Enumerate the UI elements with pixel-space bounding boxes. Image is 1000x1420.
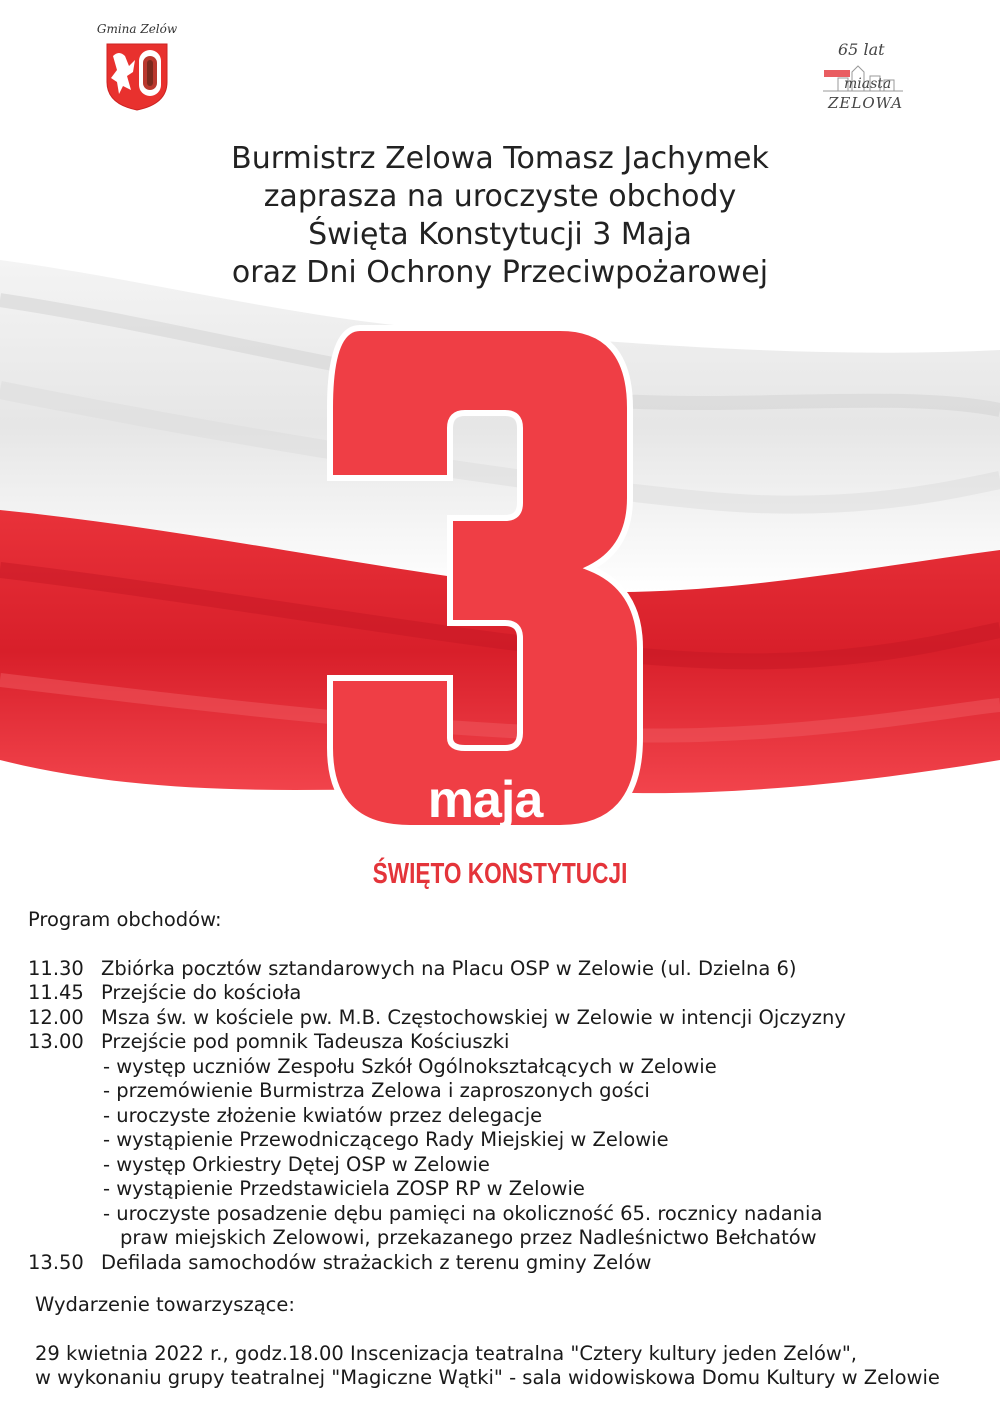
program-item — [28, 957, 978, 982]
program-item — [28, 1006, 978, 1031]
program-subitem: - przemówienie Burmistrza Zelowa i zaproszonych gości — [103, 1079, 650, 1102]
program-text: Przejście pod pomnik Tadeusza Kościuszki — [101, 1030, 510, 1053]
program-item — [28, 981, 978, 1006]
headline-line: Burmistrz Zelowa Tomasz Jachymek — [231, 141, 769, 176]
number-three-emblem — [300, 318, 660, 838]
program-section — [28, 908, 978, 1275]
program-text: Msza św. w kościele pw. M.B. Częstochowskiej w Zelowie w intencji Ojczyzny — [101, 1005, 846, 1029]
program-subitem: - występ Orkiestry Dętej OSP w Zelowie — [103, 1152, 490, 1176]
program-text: Defilada samochodów strażackich z terenu gminy Zelów — [101, 1250, 652, 1274]
anniversary-zelowa: ZELOWA — [828, 94, 904, 112]
program-item — [28, 1251, 978, 1276]
accompanying-event-line: w wykonaniu grupy teatralnej "Magiczne Wątki" - sala widowiskowa Domu Kultury w Zelowie — [35, 1366, 940, 1389]
accompanying-event-title: Wydarzenie towarzyszące: — [35, 1293, 295, 1316]
coat-of-arms-icon — [105, 42, 169, 112]
program-subitem: - wystąpienie Przewodniczącego Rady Miejskiej w Zelowie — [103, 1128, 669, 1151]
swieto-konstytucji-caption: ŚWIĘTO KONSTYTUCJI — [372, 858, 628, 890]
program-subitem-continuation: praw miejskich Zelowowi, przekazanego przez Nadleśnictwo Bełchatów — [120, 1226, 817, 1249]
anniversary-logo — [808, 38, 918, 118]
program-item — [28, 1030, 978, 1055]
program-subitem: - uroczyste złożenie kwiatów przez delegacje — [103, 1103, 543, 1127]
program-time: 13.50 — [28, 1250, 84, 1274]
program-text: Zbiórka pocztów sztandarowych na Placu OSP w Zelowie (ul. Dzielna 6) — [101, 956, 797, 980]
headline-line: oraz Dni Ochrony Przeciwpożarowej — [231, 255, 769, 290]
program-title: Program obchodów: — [28, 908, 222, 931]
program-time: 12.00 — [28, 1005, 84, 1029]
gmina-label: Gmina Zelów — [96, 22, 178, 36]
program-subitem: - uroczyste posadzenie dębu pamięci na okoliczność 65. rocznicy nadania — [103, 1201, 823, 1225]
headline-line: Święta Konstytucji 3 Maja — [308, 217, 692, 252]
program-subitem: - występ uczniów Zespołu Szkół Ogólnokształcących w Zelowie — [103, 1054, 717, 1078]
anniversary-years: 65 lat — [838, 40, 885, 59]
program-subitem: - wystąpienie Przedstawiciela ZOSP RP w Zelowie — [103, 1177, 585, 1200]
accompanying-event-section — [35, 1293, 985, 1391]
program-time: 11.30 — [28, 956, 84, 980]
headline-line: zaprasza na uroczyste obchody — [263, 179, 737, 214]
gmina-logo — [92, 22, 182, 112]
program-time: 13.00 — [28, 1030, 84, 1053]
program-time: 11.45 — [28, 981, 84, 1004]
maja-label: maja — [427, 771, 543, 829]
program-text: Przejście do kościoła — [101, 981, 302, 1004]
anniversary-miasta: miasta — [844, 76, 892, 92]
accompanying-event-line: 29 kwietnia 2022 r., godz.18.00 Inscenizacja teatralna "Cztery kultury jeden Zelów", — [35, 1341, 858, 1365]
